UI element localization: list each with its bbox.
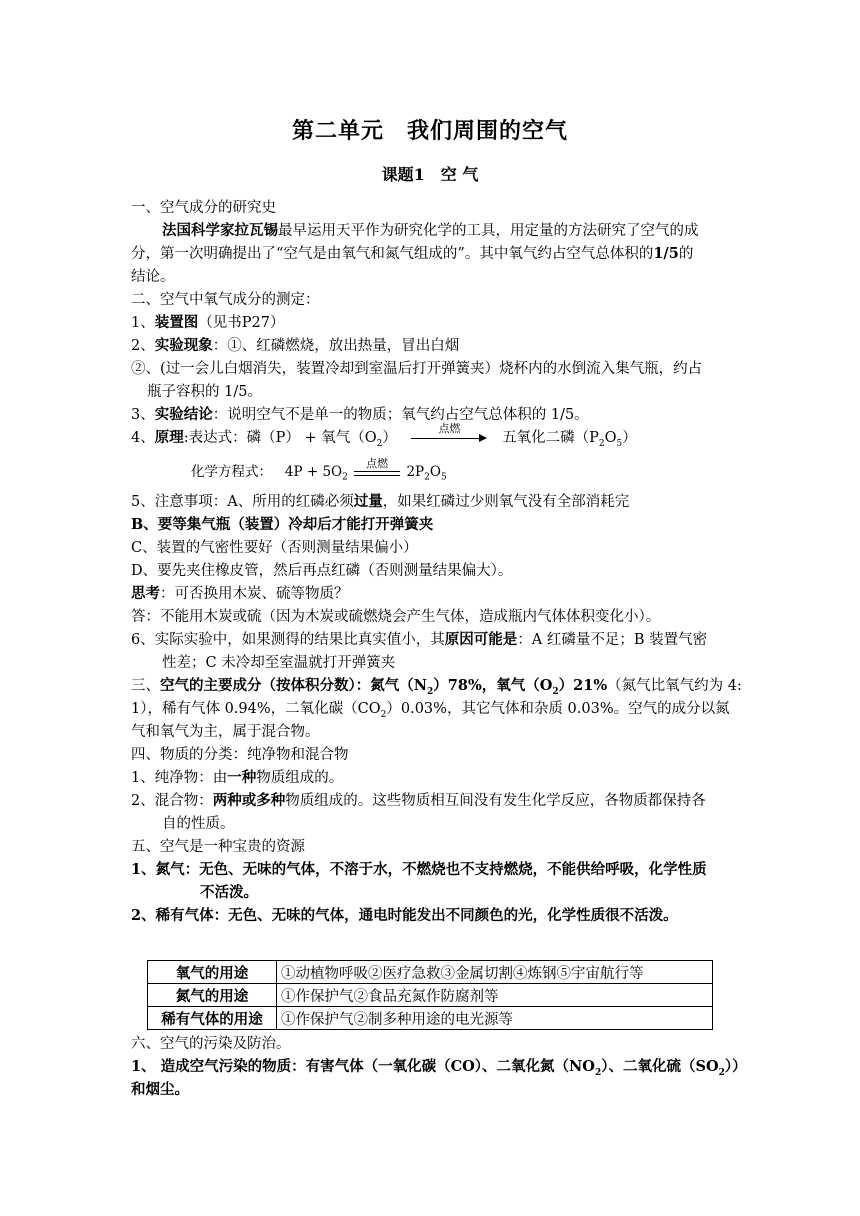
list-item-continued: 自的性质。 [162,816,235,832]
equals-sign: 点燃 [354,466,400,480]
table-key-cell: 氧气的用途 [148,961,277,984]
list-item: 2、稀有气体：无色、无味的气体，通电时能发出不同颜色的光，化学性质很不活泼。 [131,907,678,924]
section-heading: 六、空气的污染及防治。 [131,1036,291,1052]
section-heading: 五、空气是一种宝贵的资源 [131,839,305,855]
paragraph-line: 分，第一次明确提出了“空气是由氧气和氮气组成的”。其中氧气约占空气总体积的1/5的 [131,245,694,262]
word-equation: 4、原理:表达式：磷（P） + 氧气$(O_2)$ 点燃 五氧化二磷$(P_2O_5)$ [131,422,637,449]
answer: 答：不能用木炭或硫（因为木炭或硫燃烧会产生气体，造成瓶内气体体积变化小）。 [131,609,661,625]
list-item-continued: 性差；C 未冷却至室温就打开弹簧夹 [162,655,396,671]
table-value-cell: ①作保护气②食品充氮作防腐剂等 [277,984,713,1007]
list-item: 2、实验现象：①、红磷燃烧，放出热量，冒出白烟 [131,337,460,354]
list-item-continued: 和烟尘。 [131,1081,189,1098]
list-item: D、要先夹住橡皮管，然后再点红磷（否则测量结果偏大）。 [131,563,513,579]
list-item: C、装置的气密性要好（否则测量结果偏小） [131,540,418,556]
list-item: 1、氮气：无色、无味的气体，不溶于水，不燃烧也不支持燃烧，不能供给呼吸，化学性质 [131,861,707,878]
list-item: 2、混合物：两种或多种物质组成的。这些物质相互间没有发生化学反应，各物质都保持各 [131,792,706,809]
paragraph-line: 结论。 [131,269,175,285]
list-item: 1、装置图（见书P27） [131,314,285,331]
table-value-cell: ①作保护气②制多种用途的电光源等 [277,1007,713,1030]
table-key-cell: 稀有气体的用途 [148,1007,277,1030]
list-item: 3、实验结论：说明空气不是单一的物质；氧气约占空气总体积的 1/5。 [131,406,589,423]
table-row [148,1007,713,1030]
list-item: B、要等集气瓶（装置）冷却后才能打开弹簧夹 [131,516,434,533]
think-question: 思考：可否换用木炭、硫等物质？ [131,585,349,602]
gas-uses-table [147,960,713,1030]
list-item: 6、实际实验中，如果测得的结果比真实值小，其原因可能是：A 红磷量不足；B 装置气密 [131,631,708,648]
section-heading: 三、空气的主要成分（按体积分数）：氮气$(N_2)78\%$，氧气$(O_2)21\%$（氮气比氧气约为 4: [131,677,742,697]
table-row [148,984,713,1007]
paragraph-line: 1），稀有气体 0.94%，二氧化碳$(CO_2)0.03\%$，其它气体和杂质 0.03%。空气的成分以氮 [131,701,730,720]
section-heading: 四、物质的分类：纯净物和混合物 [131,747,349,763]
chemical-equation: 化学方程式： $4P + 5O_2$ 点燃 $2P_2O_5$ [191,456,447,483]
reaction-arrow: 点燃 [411,431,487,445]
table-row [148,961,713,984]
list-item: 1、纯净物：由一种物质组成的。 [131,769,344,786]
table-value-cell: ①动植物呼吸②医疗急救③金属切割④炼钢⑤宇宙航行等 [277,961,713,984]
list-item-continued: 不活泼。 [200,884,258,901]
list-item: 1、 造成空气污染的物质：有害气体（一氧化碳（CO）、二氧化氮$(NO_2)$、二氧化硫$(SO_2)$） [131,1058,747,1078]
paragraph-line: 法国科学家拉瓦锡最早运用天平作为研究化学的工具，用定量的方法研究了空气的成 [162,222,699,239]
section-heading: 一、空气成分的研究史 [131,200,276,216]
page-title: 第二单元 我们周围的空气 [291,118,568,144]
list-item-continued: 瓶子容积的 1/5。 [147,384,262,400]
paragraph-line: 气和氧气为主，属于混合物。 [131,724,320,740]
list-item: 5、注意事项：A、所用的红磷必须过量，如果红磷过少则氧气没有全部消耗完 [131,493,630,510]
table-key-cell: 氮气的用途 [148,984,277,1007]
section-heading: 二、空气中氧气成分的测定： [131,292,320,308]
lesson-subtitle: 课题1 空 气 [381,165,479,184]
list-item: ②、(过一会儿白烟消失，装置冷却到室温后打开弹簧夹）烧杯内的水倒流入集气瓶，约占 [131,361,703,377]
